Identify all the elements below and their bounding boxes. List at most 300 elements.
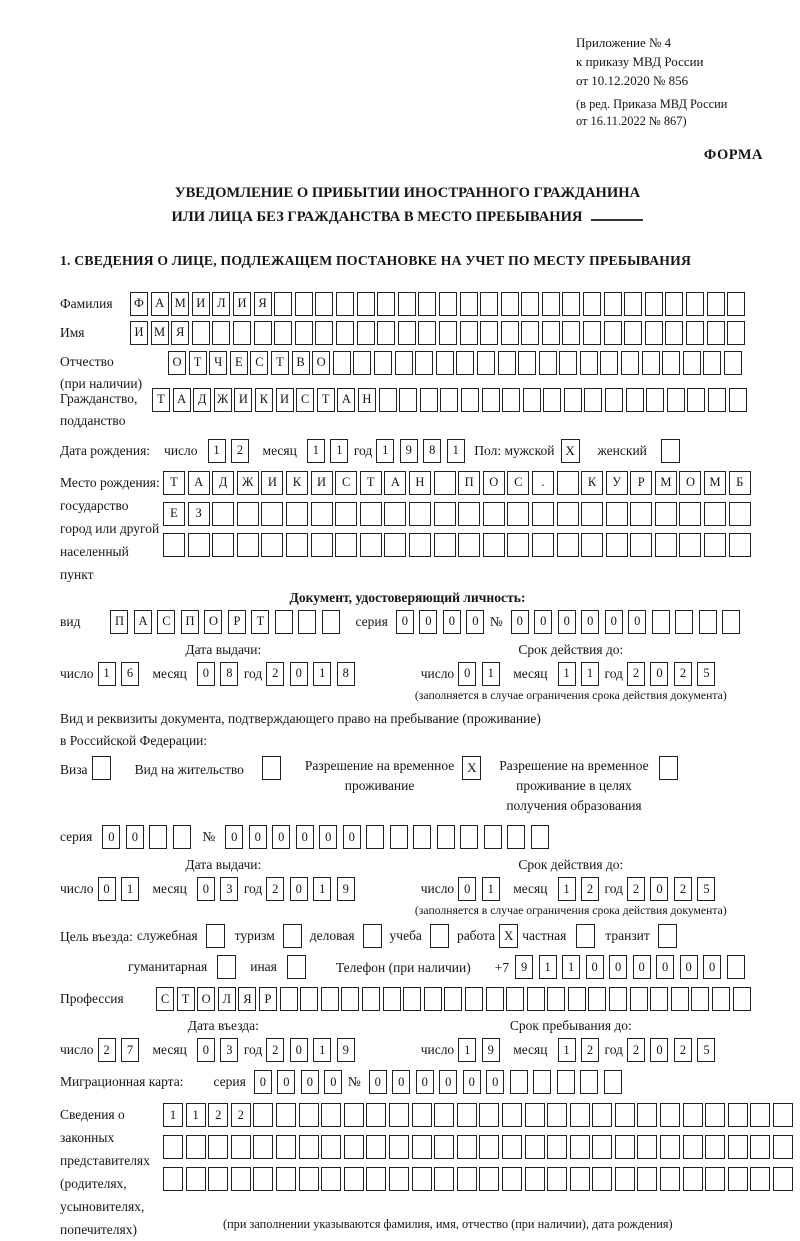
char-cell[interactable] bbox=[547, 1167, 567, 1191]
char-cell[interactable]: 8 bbox=[423, 439, 441, 463]
char-cell[interactable]: О bbox=[679, 471, 701, 495]
char-cell[interactable]: Т bbox=[177, 987, 195, 1011]
char-cell[interactable] bbox=[208, 1135, 228, 1159]
char-cell[interactable] bbox=[606, 502, 628, 526]
char-cell[interactable] bbox=[412, 1135, 432, 1159]
char-cell[interactable]: 9 bbox=[400, 439, 418, 463]
char-cell[interactable]: 1 bbox=[447, 439, 465, 463]
char-cell[interactable] bbox=[163, 1135, 183, 1159]
char-cell[interactable]: Т bbox=[251, 610, 269, 634]
char-cell[interactable] bbox=[413, 825, 431, 849]
char-cell[interactable] bbox=[502, 1167, 522, 1191]
char-cell[interactable]: П bbox=[110, 610, 128, 634]
char-cell[interactable]: 0 bbox=[439, 1070, 457, 1094]
char-cell[interactable] bbox=[458, 533, 480, 557]
temp-permit-edu-checkbox[interactable] bbox=[659, 756, 678, 780]
char-cell[interactable]: Ж bbox=[237, 471, 259, 495]
char-cell[interactable] bbox=[733, 987, 751, 1011]
char-cell[interactable]: 0 bbox=[703, 955, 721, 979]
permit-valid-month-cells[interactable] bbox=[558, 877, 605, 901]
char-cell[interactable] bbox=[439, 321, 457, 345]
char-cell[interactable] bbox=[532, 502, 554, 526]
permit-issue-year-cells[interactable] bbox=[266, 877, 360, 901]
char-cell[interactable] bbox=[360, 533, 382, 557]
char-cell[interactable] bbox=[521, 321, 539, 345]
char-cell[interactable]: 1 bbox=[121, 877, 139, 901]
char-cell[interactable]: З bbox=[188, 502, 210, 526]
char-cell[interactable] bbox=[315, 321, 333, 345]
char-cell[interactable] bbox=[562, 321, 580, 345]
char-cell[interactable] bbox=[655, 533, 677, 557]
char-cell[interactable] bbox=[727, 292, 745, 316]
char-cell[interactable] bbox=[237, 533, 259, 557]
char-cell[interactable] bbox=[231, 1167, 251, 1191]
char-cell[interactable] bbox=[434, 1167, 454, 1191]
char-cell[interactable] bbox=[186, 1135, 206, 1159]
char-cell[interactable]: 0 bbox=[301, 1070, 319, 1094]
char-cell[interactable]: 0 bbox=[126, 825, 144, 849]
char-cell[interactable]: 2 bbox=[266, 662, 284, 686]
entry-year-cells[interactable] bbox=[266, 1038, 360, 1062]
permit-issue-month-cells[interactable] bbox=[197, 877, 244, 901]
char-cell[interactable]: 0 bbox=[254, 1070, 272, 1094]
char-cell[interactable] bbox=[344, 1167, 364, 1191]
name-cells[interactable] bbox=[130, 321, 748, 345]
char-cell[interactable] bbox=[360, 502, 382, 526]
char-cell[interactable]: Р bbox=[228, 610, 246, 634]
char-cell[interactable]: П bbox=[181, 610, 199, 634]
char-cell[interactable]: 1 bbox=[186, 1103, 206, 1127]
char-cell[interactable]: 9 bbox=[337, 877, 355, 901]
char-cell[interactable]: 2 bbox=[627, 662, 645, 686]
char-cell[interactable]: У bbox=[606, 471, 628, 495]
char-cell[interactable]: 0 bbox=[586, 955, 604, 979]
char-cell[interactable] bbox=[683, 351, 701, 375]
char-cell[interactable]: Н bbox=[409, 471, 431, 495]
char-cell[interactable] bbox=[683, 1103, 703, 1127]
char-cell[interactable] bbox=[626, 388, 644, 412]
char-cell[interactable] bbox=[335, 533, 357, 557]
char-cell[interactable]: Д bbox=[193, 388, 211, 412]
char-cell[interactable]: 8 bbox=[337, 662, 355, 686]
char-cell[interactable] bbox=[502, 388, 520, 412]
char-cell[interactable]: 2 bbox=[627, 877, 645, 901]
char-cell[interactable] bbox=[295, 321, 313, 345]
char-cell[interactable] bbox=[531, 825, 549, 849]
char-cell[interactable] bbox=[237, 502, 259, 526]
char-cell[interactable] bbox=[403, 987, 421, 1011]
char-cell[interactable]: М bbox=[704, 471, 726, 495]
char-cell[interactable] bbox=[188, 533, 210, 557]
char-cell[interactable] bbox=[525, 1103, 545, 1127]
char-cell[interactable]: Е bbox=[230, 351, 248, 375]
char-cell[interactable] bbox=[605, 388, 623, 412]
char-cell[interactable] bbox=[518, 351, 536, 375]
char-cell[interactable] bbox=[434, 502, 456, 526]
char-cell[interactable] bbox=[683, 1167, 703, 1191]
char-cell[interactable] bbox=[344, 1135, 364, 1159]
char-cell[interactable] bbox=[384, 502, 406, 526]
char-cell[interactable]: Р bbox=[259, 987, 277, 1011]
char-cell[interactable] bbox=[253, 1135, 273, 1159]
char-cell[interactable]: Л bbox=[212, 292, 230, 316]
char-cell[interactable] bbox=[398, 321, 416, 345]
char-cell[interactable]: 0 bbox=[416, 1070, 434, 1094]
char-cell[interactable]: М bbox=[171, 292, 189, 316]
char-cell[interactable] bbox=[580, 1070, 598, 1094]
char-cell[interactable] bbox=[592, 1135, 612, 1159]
char-cell[interactable]: 1 bbox=[482, 662, 500, 686]
char-cell[interactable] bbox=[461, 388, 479, 412]
char-cell[interactable] bbox=[295, 292, 313, 316]
char-cell[interactable]: К bbox=[581, 471, 603, 495]
char-cell[interactable]: А bbox=[384, 471, 406, 495]
stay-year-cells[interactable] bbox=[627, 1038, 721, 1062]
representatives-row2-cells[interactable] bbox=[163, 1135, 796, 1159]
char-cell[interactable]: 0 bbox=[396, 610, 414, 634]
char-cell[interactable] bbox=[729, 502, 751, 526]
char-cell[interactable]: Ч bbox=[209, 351, 227, 375]
char-cell[interactable] bbox=[707, 292, 725, 316]
char-cell[interactable] bbox=[507, 533, 529, 557]
char-cell[interactable] bbox=[501, 292, 519, 316]
char-cell[interactable] bbox=[315, 292, 333, 316]
char-cell[interactable] bbox=[409, 502, 431, 526]
char-cell[interactable] bbox=[212, 321, 230, 345]
char-cell[interactable]: О bbox=[197, 987, 215, 1011]
char-cell[interactable] bbox=[547, 1135, 567, 1159]
char-cell[interactable]: 0 bbox=[296, 825, 314, 849]
char-cell[interactable]: Т bbox=[152, 388, 170, 412]
char-cell[interactable]: 0 bbox=[486, 1070, 504, 1094]
char-cell[interactable]: 0 bbox=[581, 610, 599, 634]
char-cell[interactable] bbox=[683, 1135, 703, 1159]
birth-place-row1-cells[interactable] bbox=[163, 471, 753, 495]
char-cell[interactable] bbox=[261, 533, 283, 557]
char-cell[interactable]: 1 bbox=[558, 877, 576, 901]
char-cell[interactable] bbox=[539, 351, 557, 375]
char-cell[interactable]: 0 bbox=[656, 955, 674, 979]
char-cell[interactable] bbox=[479, 1135, 499, 1159]
char-cell[interactable] bbox=[630, 502, 652, 526]
char-cell[interactable]: С bbox=[507, 471, 529, 495]
char-cell[interactable] bbox=[501, 321, 519, 345]
char-cell[interactable] bbox=[286, 533, 308, 557]
char-cell[interactable] bbox=[460, 321, 478, 345]
char-cell[interactable] bbox=[483, 533, 505, 557]
char-cell[interactable] bbox=[444, 987, 462, 1011]
temp-permit-checkbox[interactable]: X bbox=[462, 756, 481, 780]
char-cell[interactable] bbox=[583, 292, 601, 316]
char-cell[interactable] bbox=[362, 987, 380, 1011]
migration-series-cells[interactable] bbox=[254, 1070, 348, 1094]
char-cell[interactable] bbox=[434, 1135, 454, 1159]
char-cell[interactable]: 0 bbox=[558, 610, 576, 634]
char-cell[interactable] bbox=[409, 533, 431, 557]
char-cell[interactable]: И bbox=[276, 388, 294, 412]
char-cell[interactable] bbox=[357, 321, 375, 345]
char-cell[interactable] bbox=[637, 1135, 657, 1159]
char-cell[interactable] bbox=[377, 292, 395, 316]
char-cell[interactable]: 0 bbox=[392, 1070, 410, 1094]
sex-female-checkbox[interactable] bbox=[661, 439, 680, 463]
char-cell[interactable] bbox=[502, 1135, 522, 1159]
char-cell[interactable]: 0 bbox=[628, 610, 646, 634]
char-cell[interactable] bbox=[773, 1103, 793, 1127]
char-cell[interactable] bbox=[604, 1070, 622, 1094]
char-cell[interactable]: 5 bbox=[697, 877, 715, 901]
stay-month-cells[interactable] bbox=[558, 1038, 605, 1062]
char-cell[interactable]: 0 bbox=[197, 662, 215, 686]
char-cell[interactable] bbox=[395, 351, 413, 375]
char-cell[interactable]: 2 bbox=[627, 1038, 645, 1062]
char-cell[interactable] bbox=[547, 987, 565, 1011]
char-cell[interactable] bbox=[383, 987, 401, 1011]
char-cell[interactable] bbox=[624, 292, 642, 316]
char-cell[interactable]: С bbox=[156, 987, 174, 1011]
char-cell[interactable] bbox=[434, 533, 456, 557]
char-cell[interactable] bbox=[750, 1167, 770, 1191]
char-cell[interactable] bbox=[344, 1103, 364, 1127]
purpose-turizm-checkbox[interactable] bbox=[283, 924, 302, 948]
char-cell[interactable] bbox=[773, 1167, 793, 1191]
char-cell[interactable] bbox=[399, 388, 417, 412]
sex-male-checkbox[interactable]: X bbox=[561, 439, 580, 463]
char-cell[interactable] bbox=[660, 1167, 680, 1191]
char-cell[interactable]: Ф bbox=[130, 292, 148, 316]
char-cell[interactable] bbox=[642, 351, 660, 375]
purpose-sluzhebnaya-checkbox[interactable] bbox=[206, 924, 225, 948]
char-cell[interactable]: 2 bbox=[581, 1038, 599, 1062]
char-cell[interactable] bbox=[665, 292, 683, 316]
char-cell[interactable]: 2 bbox=[266, 877, 284, 901]
char-cell[interactable]: 0 bbox=[290, 1038, 308, 1062]
char-cell[interactable] bbox=[728, 1103, 748, 1127]
char-cell[interactable]: 0 bbox=[466, 610, 484, 634]
char-cell[interactable]: А bbox=[188, 471, 210, 495]
char-cell[interactable]: 0 bbox=[605, 610, 623, 634]
char-cell[interactable]: О bbox=[312, 351, 330, 375]
char-cell[interactable] bbox=[484, 825, 502, 849]
char-cell[interactable]: Я bbox=[238, 987, 256, 1011]
char-cell[interactable]: 1 bbox=[163, 1103, 183, 1127]
char-cell[interactable]: А bbox=[134, 610, 152, 634]
char-cell[interactable]: 8 bbox=[220, 662, 238, 686]
char-cell[interactable]: 1 bbox=[313, 662, 331, 686]
char-cell[interactable] bbox=[712, 987, 730, 1011]
char-cell[interactable] bbox=[149, 825, 167, 849]
char-cell[interactable]: Л bbox=[218, 987, 236, 1011]
char-cell[interactable] bbox=[580, 351, 598, 375]
char-cell[interactable]: 9 bbox=[482, 1038, 500, 1062]
char-cell[interactable] bbox=[377, 321, 395, 345]
char-cell[interactable] bbox=[570, 1135, 590, 1159]
char-cell[interactable] bbox=[460, 292, 478, 316]
char-cell[interactable]: 0 bbox=[511, 610, 529, 634]
char-cell[interactable] bbox=[311, 502, 333, 526]
char-cell[interactable] bbox=[542, 321, 560, 345]
char-cell[interactable]: 1 bbox=[313, 877, 331, 901]
char-cell[interactable]: 1 bbox=[562, 955, 580, 979]
representatives-row3-cells[interactable] bbox=[163, 1167, 796, 1191]
char-cell[interactable] bbox=[212, 533, 234, 557]
char-cell[interactable] bbox=[557, 1070, 575, 1094]
char-cell[interactable]: Е bbox=[163, 502, 185, 526]
char-cell[interactable] bbox=[662, 351, 680, 375]
representatives-row1-cells[interactable] bbox=[163, 1103, 796, 1127]
birth-place-row3-cells[interactable] bbox=[163, 533, 753, 557]
char-cell[interactable] bbox=[480, 321, 498, 345]
char-cell[interactable] bbox=[300, 987, 318, 1011]
char-cell[interactable]: 2 bbox=[231, 439, 249, 463]
char-cell[interactable] bbox=[460, 825, 478, 849]
char-cell[interactable] bbox=[311, 533, 333, 557]
char-cell[interactable]: 1 bbox=[482, 877, 500, 901]
char-cell[interactable]: 0 bbox=[650, 1038, 668, 1062]
char-cell[interactable] bbox=[588, 987, 606, 1011]
char-cell[interactable] bbox=[645, 321, 663, 345]
char-cell[interactable]: 0 bbox=[290, 662, 308, 686]
char-cell[interactable] bbox=[699, 610, 717, 634]
purpose-inaya-checkbox[interactable] bbox=[287, 955, 306, 979]
permit-valid-day-cells[interactable] bbox=[458, 877, 505, 901]
char-cell[interactable] bbox=[299, 1135, 319, 1159]
char-cell[interactable] bbox=[436, 351, 454, 375]
char-cell[interactable] bbox=[557, 533, 579, 557]
char-cell[interactable] bbox=[477, 351, 495, 375]
char-cell[interactable] bbox=[366, 1135, 386, 1159]
char-cell[interactable] bbox=[652, 610, 670, 634]
char-cell[interactable]: 1 bbox=[581, 662, 599, 686]
char-cell[interactable]: А bbox=[337, 388, 355, 412]
char-cell[interactable] bbox=[506, 987, 524, 1011]
char-cell[interactable] bbox=[592, 1167, 612, 1191]
char-cell[interactable] bbox=[366, 1167, 386, 1191]
doc-issue-day-cells[interactable] bbox=[98, 662, 145, 686]
char-cell[interactable]: И bbox=[311, 471, 333, 495]
char-cell[interactable] bbox=[705, 1135, 725, 1159]
char-cell[interactable]: 0 bbox=[369, 1070, 387, 1094]
char-cell[interactable]: С bbox=[296, 388, 314, 412]
char-cell[interactable] bbox=[655, 502, 677, 526]
char-cell[interactable]: 0 bbox=[225, 825, 243, 849]
char-cell[interactable] bbox=[420, 388, 438, 412]
char-cell[interactable]: 0 bbox=[324, 1070, 342, 1094]
char-cell[interactable] bbox=[645, 292, 663, 316]
char-cell[interactable] bbox=[465, 987, 483, 1011]
char-cell[interactable]: Я bbox=[254, 292, 272, 316]
char-cell[interactable]: Ж bbox=[214, 388, 232, 412]
char-cell[interactable]: 2 bbox=[674, 1038, 692, 1062]
char-cell[interactable] bbox=[705, 1167, 725, 1191]
char-cell[interactable] bbox=[609, 987, 627, 1011]
char-cell[interactable] bbox=[253, 1167, 273, 1191]
purpose-tranzit-checkbox[interactable] bbox=[658, 924, 677, 948]
char-cell[interactable]: О bbox=[168, 351, 186, 375]
patronymic-cells[interactable] bbox=[168, 351, 745, 375]
char-cell[interactable]: 1 bbox=[307, 439, 325, 463]
stay-day-cells[interactable] bbox=[458, 1038, 505, 1062]
char-cell[interactable]: 0 bbox=[680, 955, 698, 979]
char-cell[interactable] bbox=[336, 321, 354, 345]
purpose-rabota-checkbox[interactable]: X bbox=[499, 924, 518, 948]
char-cell[interactable] bbox=[728, 1167, 748, 1191]
char-cell[interactable] bbox=[568, 987, 586, 1011]
char-cell[interactable] bbox=[679, 533, 701, 557]
purpose-ucheba-checkbox[interactable] bbox=[430, 924, 449, 948]
char-cell[interactable] bbox=[186, 1167, 206, 1191]
char-cell[interactable]: 7 bbox=[121, 1038, 139, 1062]
char-cell[interactable] bbox=[390, 825, 408, 849]
char-cell[interactable]: 0 bbox=[633, 955, 651, 979]
char-cell[interactable] bbox=[366, 1103, 386, 1127]
char-cell[interactable]: Б bbox=[729, 471, 751, 495]
char-cell[interactable]: 1 bbox=[98, 662, 116, 686]
char-cell[interactable]: 2 bbox=[674, 877, 692, 901]
migration-number-cells[interactable] bbox=[369, 1070, 628, 1094]
char-cell[interactable] bbox=[440, 388, 458, 412]
char-cell[interactable]: С bbox=[157, 610, 175, 634]
doc-valid-month-cells[interactable] bbox=[558, 662, 605, 686]
char-cell[interactable] bbox=[604, 321, 622, 345]
char-cell[interactable] bbox=[253, 1103, 273, 1127]
char-cell[interactable] bbox=[286, 502, 308, 526]
char-cell[interactable] bbox=[581, 533, 603, 557]
char-cell[interactable] bbox=[679, 502, 701, 526]
char-cell[interactable] bbox=[660, 1135, 680, 1159]
char-cell[interactable]: И bbox=[192, 292, 210, 316]
doc-issue-year-cells[interactable] bbox=[266, 662, 360, 686]
char-cell[interactable]: Д bbox=[212, 471, 234, 495]
char-cell[interactable] bbox=[621, 351, 639, 375]
char-cell[interactable] bbox=[457, 1135, 477, 1159]
char-cell[interactable] bbox=[564, 388, 582, 412]
char-cell[interactable] bbox=[525, 1135, 545, 1159]
char-cell[interactable] bbox=[671, 987, 689, 1011]
char-cell[interactable] bbox=[660, 1103, 680, 1127]
doc-series-cells[interactable] bbox=[396, 610, 490, 634]
char-cell[interactable] bbox=[630, 987, 648, 1011]
char-cell[interactable]: 0 bbox=[98, 877, 116, 901]
char-cell[interactable] bbox=[728, 1135, 748, 1159]
char-cell[interactable] bbox=[276, 1103, 296, 1127]
char-cell[interactable] bbox=[729, 388, 747, 412]
char-cell[interactable] bbox=[637, 1167, 657, 1191]
char-cell[interactable] bbox=[480, 292, 498, 316]
char-cell[interactable] bbox=[773, 1135, 793, 1159]
char-cell[interactable] bbox=[275, 610, 293, 634]
char-cell[interactable] bbox=[163, 1167, 183, 1191]
char-cell[interactable] bbox=[374, 351, 392, 375]
char-cell[interactable]: 3 bbox=[220, 1038, 238, 1062]
char-cell[interactable] bbox=[606, 533, 628, 557]
char-cell[interactable]: 0 bbox=[458, 877, 476, 901]
char-cell[interactable] bbox=[457, 1167, 477, 1191]
visa-checkbox[interactable] bbox=[92, 756, 111, 780]
char-cell[interactable]: И bbox=[234, 388, 252, 412]
char-cell[interactable]: 0 bbox=[343, 825, 361, 849]
char-cell[interactable] bbox=[570, 1167, 590, 1191]
char-cell[interactable] bbox=[321, 1135, 341, 1159]
char-cell[interactable] bbox=[604, 292, 622, 316]
char-cell[interactable]: А bbox=[173, 388, 191, 412]
char-cell[interactable] bbox=[398, 292, 416, 316]
char-cell[interactable] bbox=[507, 502, 529, 526]
char-cell[interactable]: 2 bbox=[231, 1103, 251, 1127]
char-cell[interactable]: Н bbox=[358, 388, 376, 412]
char-cell[interactable] bbox=[389, 1103, 409, 1127]
char-cell[interactable] bbox=[502, 1103, 522, 1127]
